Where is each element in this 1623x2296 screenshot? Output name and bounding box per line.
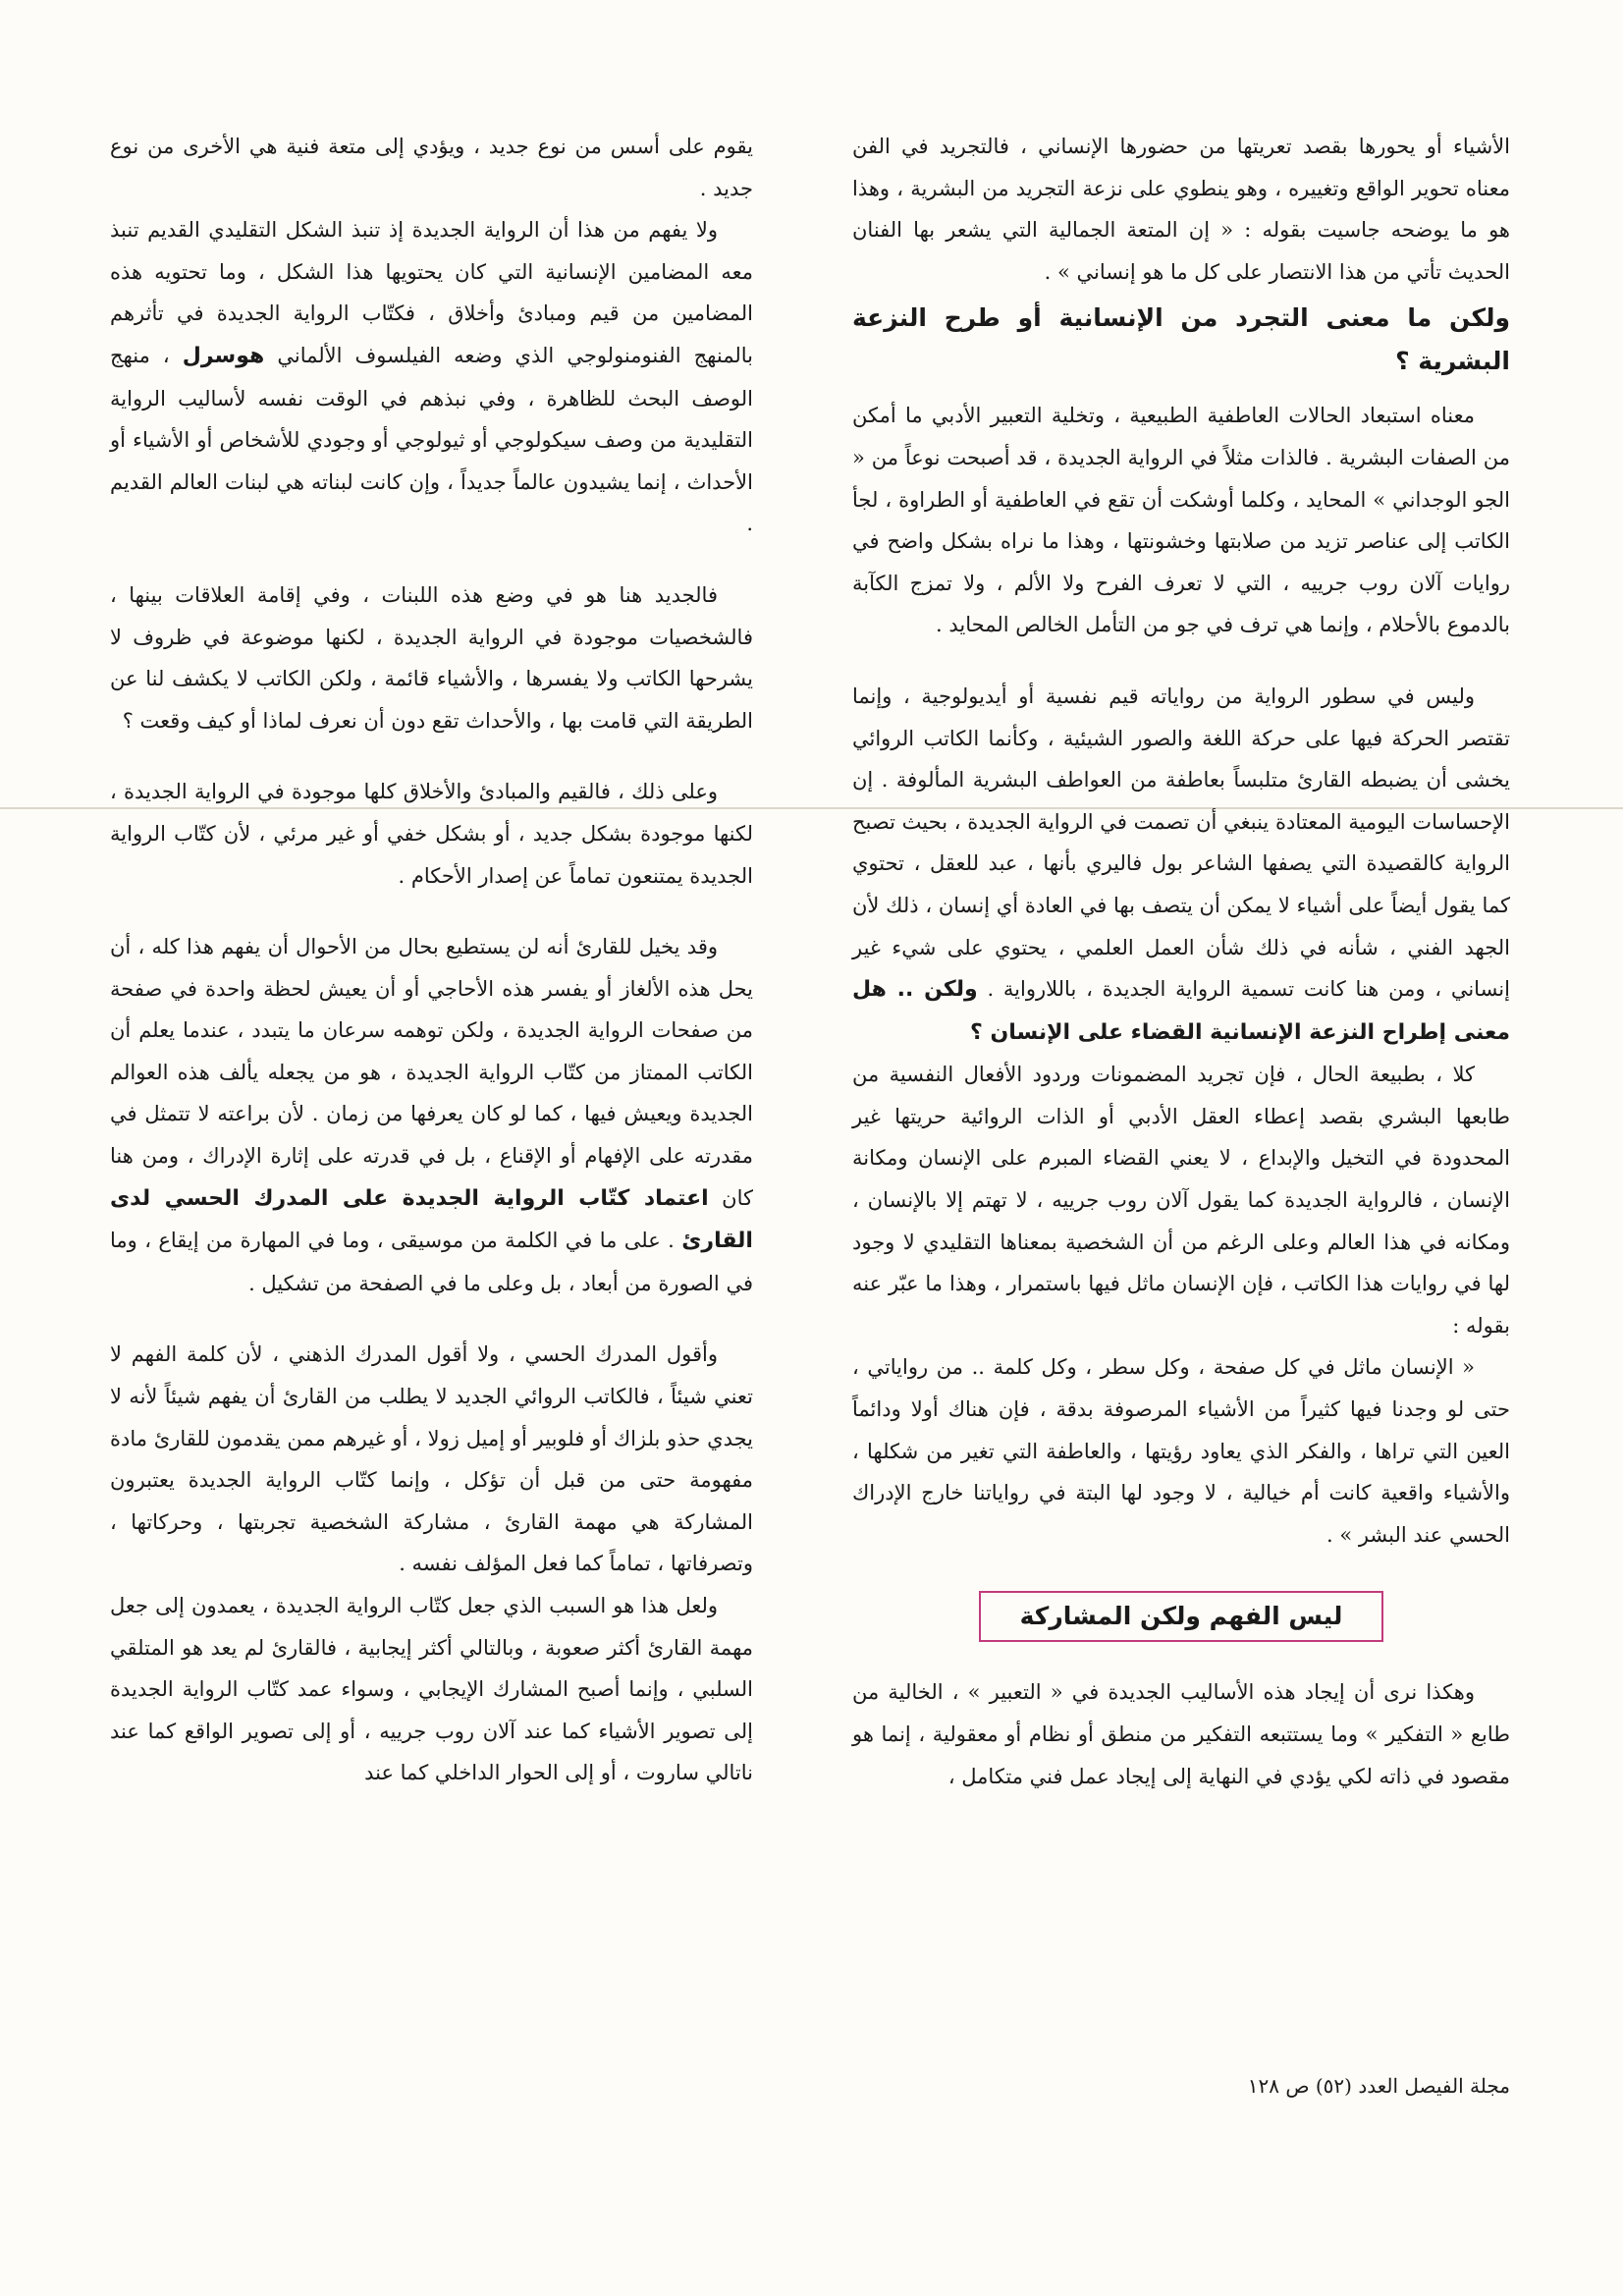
paragraph: يقوم على أسس من نوع جديد ، ويؤدي إلى متعة فنية هي الأخرى من نوع جديد . xyxy=(110,135,753,200)
paragraph xyxy=(852,676,1510,1054)
paragraph: وعلى ذلك ، فالقيم والمبادئ والأخلاق كلها موجودة في الرواية الجديدة ، لكنها موجودة بشكل جديد ، أو بشكل خفي أو غير مرئي ، لأن كتّاب الرواية الجديدة يمتنعون تماماً عن إصدار الأحكام . xyxy=(110,780,753,888)
bold-phrase: اعتماد كتّاب الرواية الجديدة على المدرك الحسي لدى القارئ xyxy=(110,1185,753,1254)
paragraph: معناه استبعاد الحالات العاطفية الطبيعية ، وتخلية التعبير الأدبي ما أمكن من الصفات البشرية . فالذات مثلاً في الرواية الجديدة ، قد أصبحت نوعاً من « الجو الوجداني » المحايد ، وكلما أوشكت أن تقع في العاطفية أو الطراوة ، لجأ الكاتب إلى عناصر تزيد من صلابتها وخشونتها ، وهذا ما نراه بشكل واضح في روايات آلان روب جرييه ، التي لا تعرف الفرح ولا الألم ، ولا تمزج الكآبة بالدموع بالأحلام ، وإنما هي ترف في جو من التأمل الخالص المحايد . xyxy=(852,404,1510,637)
paragraph xyxy=(110,926,753,1304)
paragraph: فالجديد هنا هو في وضع هذه اللبنات ، وفي إقامة العلاقات بينها ، فالشخصيات موجودة في الرواية الجديدة ، لكنها موضوعة في ظروف لا يشرحها الكاتب ولا يفسرها ، والأشياء قائمة ، ولكن الكاتب لا يكشف لنا عن الطريقة التي قامت بها ، والأحداث تقع دون أن نعرف لماذا أو كيف وقعت ؟ xyxy=(110,582,754,733)
paragraph: وأقول المدرك الحسي ، ولا أقول المدرك الذهني ، لأن كلمة الفهم لا تعني شيئاً ، فالكاتب الروائي الجديد لا يطلب من القارئ أن يفهم شيئاً لأنه لا يجدي حذو بلزاك أو فلوبير أو إميل زولا ، أو غيرهم ممن يقدمون للقارئ مادة مفهومة حتى من قبل أن تؤكل ، وإنما كتّاب الرواية الجديدة يعتبرون المشاركة هي مهمة القارئ ، مشاركة الشخصية تجربتها ، وحركاتها ، وتصرفاتها ، تماماً كما فعل المؤلف نفسه . xyxy=(110,1342,753,1576)
paragraph-text: وقد يخيل للقارئ أنه لن يستطيع بحال من الأحوال أن يفهم هذا كله ، أن يحل هذه الألغاز أو يفسر هذه الأحاجي أو أن يعيش لحظة واحدة في صفحة من صفحات الرواية الجديدة ، ولكن توهمه سرعان ما يتبدد ، عندما يعلم أن الكاتب الممتاز من كتّاب الرواية الجديدة ، هو من يجعله يألف هذه العوالم الجديدة ويعيش فيها ، كما لو كان يعرفها من زمان . لأن براعته لا تتمثل في مقدرته على الإفهام أو الإقناع ، بل في قدرته على إثارة الإدراك ، ومن هنا كان xyxy=(110,935,753,1210)
paragraph: وهكذا نرى أن إيجاد هذه الأساليب الجديدة في « التعبير » ، الخالية من طابع « التفكير » وما يستتبعه التفكير من منطق أو نظام أو معقولية ، إنما هو مقصود في ذاته لكي يؤدي في النهاية إلى إيجاد عمل فني متكامل ، xyxy=(852,1680,1510,1788)
paragraph: كلا ، بطبيعة الحال ، فإن تجريد المضمونات وردود الأفعال النفسية من طابعها البشري بقصد إعطاء العقل الأدبي أو الذات الروائية حريتها غير المحدودة في التخيل والإبداع ، لا يعني القضاء المبرم على الإنسان ومكانة الإنسان ، فالرواية الجديدة كما يقول آلان روب جرييه ، لا تهتم إلا بالإنسان ، ومكانه في هذا العالم وعلى الرغم من أن الشخصية بمعناها التقليدي لا وجود لها في روايات هذا الكاتب ، فإن الإنسان ماثل فيها باستمرار ، وهذا ما عبّر عنه بقوله : xyxy=(852,1063,1510,1338)
section-question-heading: ولكن ما معنى التجرد من الإنسانية أو طرح النزعة البشرية ؟ xyxy=(852,303,1510,376)
paragraph-text: ولا يفهم من هذا أن الرواية الجديدة إذ تنبذ الشكل التقليدي القديم تنبذ معه المضامين الإنسانية التي كان يحتويها هذا الشكل ، وما تحتويه هذه المضامين من قيم ومبادئ وأخلاق ، فكتّاب الرواية الجديدة في تأثرهم بالمنهج الفنومنولوجي الذي وضعه الفيلسوف الألماني xyxy=(110,218,753,367)
paragraph-text: . على ما في الكلمة من موسيقى ، وما في المهارة من إيقاع ، وما في الصورة من أبعاد ، بل وعلى ما في الصفحة من تشكيل . xyxy=(110,1229,753,1295)
bold-question: ولكن .. هل معنى إطراح النزعة الإنسانية القضاء على الإنسان ؟ xyxy=(852,977,1510,1045)
paragraph xyxy=(110,209,753,545)
page-footer-citation: مجلة الفيصل العدد (٥٢) ص ١٢٨ xyxy=(1247,2074,1510,2098)
quote-paragraph: « الإنسان ماثل في كل صفحة ، وكل سطر ، وكل كلمة .. من رواياتي ، حتى لو وجدنا فيها كثيراً من الأشياء المرصوفة بدقة ، فإن هناك أولا ودائماً العين التي تراها ، والفكر الذي يعاود رؤيتها ، والعاطفة التي تغير من شكلها ، والأشياء واقعية كانت أم خيالية ، لا وجود لها البتة في رواياتنا خارج الإدراك الحسي عند البشر » . xyxy=(852,1355,1510,1547)
paragraph-text: وليس في سطور الرواية من رواياته قيم نفسية أو أيديولوجية ، وإنما تقتصر الحركة فيها على حركة اللغة والصور الشيئية ، وكأنما الكاتب الروائي يخشى أن يضبطه القارئ متلبساً بعاطفة من العواطف البشرية المألوفة . إن الإحساسات اليومية المعتادة ينبغي أن تصمت في الرواية الجديدة ، بحيث تصبح الرواية كالقصيدة التي يصفها الشاعر بول فاليري بأنها ، عبد للعقل ، تحتوي كما يقول أيضاً على أشياء لا يمكن أن يتصف بها في العادة أي إنسان ، ذلك لأن الجهد الفني ، شأنه في ذلك شأن العمل العلمي ، يحتوي على شيء غير إنساني ، ومن هنا كانت تسمية الرواية الجديدة ، باللارواية . xyxy=(852,683,1510,1002)
right-column xyxy=(852,126,1510,1797)
paragraph: الأشياء أو يحورها بقصد تعريتها من حضورها الإنساني ، فالتجريد في الفن معناه تحوير الواقع وتغييره ، وهو ينطوي على نزعة التجريد من البشرية ، وهذا هو ما يوضحه جاسيت بقوله : « إن المتعة الجمالية التي يشعر بها الفنان الحديث تأتي من هذا الانتصار على كل ما هو إنساني » . xyxy=(852,135,1510,284)
paragraph-text: ، منهج الوصف البحث للظاهرة ، وفي نبذهم في الوقت نفسه لأساليب الرواية التقليدية من وصف سيكولوجي أو ثيولوجي أو وجودي للأشخاص أو الأشياء أو الأحداث ، إنما يشيدون عالماً جديداً ، وإن كانت لبناته هي لبنات العالم القديم . xyxy=(110,343,753,536)
boxed-section-title: ليس الفهم ولكن المشاركة xyxy=(979,1591,1384,1642)
left-column xyxy=(110,126,753,1794)
paragraph: ولعل هذا هو السبب الذي جعل كتّاب الرواية الجديدة ، يعمدون إلى جعل مهمة القارئ أكثر صعوبة ، وبالتالي أكثر إيجابية ، فالقارئ لم يعد هو المتلقي السلبي ، وإنما أصبح المشارك الإيجابي ، وسواء عمد كتّاب الرواية الجديدة إلى تصوير الأشياء كما عند آلان روب جرييه ، أو إلى تصوير الواقع كما عند ناتالي ساروت ، أو إلى الحوار الداخلي كما عند xyxy=(110,1594,753,1785)
bold-name: هوسرل xyxy=(182,343,265,368)
